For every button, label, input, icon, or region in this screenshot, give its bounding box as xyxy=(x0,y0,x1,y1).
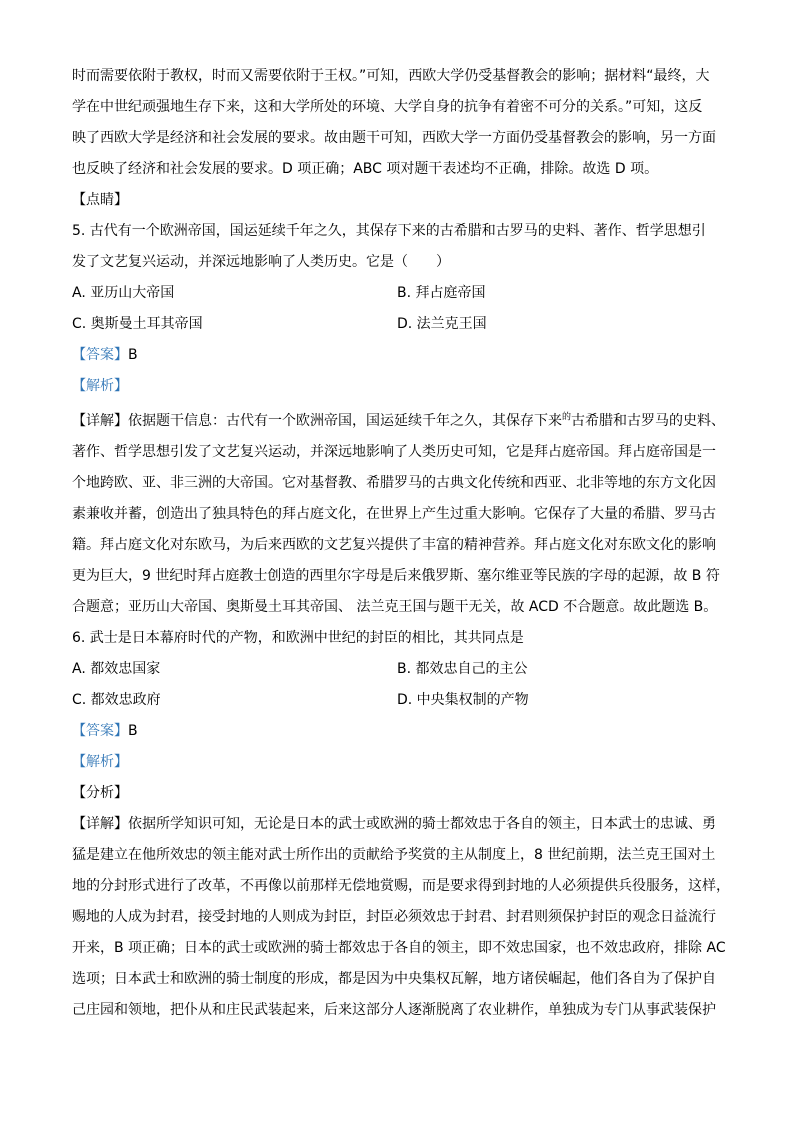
q5-detail-line: 更为巨大，9 世纪时拜占庭教士创造的西里尔字母是后来俄罗斯、塞尔维亚等民族的字母的起源，故 B 符 xyxy=(72,568,720,584)
dianjing-heading: 【点睛】 xyxy=(72,192,128,208)
q6-stem: 6. 武士是日本幕府时代的产物，和欧洲中世纪的封臣的相比，其共同点是 xyxy=(72,630,524,646)
paragraph-line: 学在中世纪顽强地生存下来，这和大学所处的环境、大学自身的抗争有着密不可分的关系。”可知，这反 xyxy=(72,99,703,115)
q6-answer xyxy=(72,716,732,747)
q6-detail-line: 开来，B 项正确；日本的武士或欧洲的骑士都效忠于各自的领主，即不效忠国家，也不效忠政府，排除 AC xyxy=(72,940,726,956)
q6-option-d: D. 中央集权制的产物 xyxy=(397,692,529,708)
q5-detail-line: 素兼收并蓄，创造出了独具特色的拜占庭文化，在世界上产生过重大影响。它保存了大量的希腊、罗马古 xyxy=(72,506,716,522)
q6-option-c: C. 都效忠政府 xyxy=(72,692,161,708)
detail-text: 依据题干信息：古代有一个欧洲帝国，国运延续千年之久，其保存下来 xyxy=(128,413,562,429)
q6-jiexi-label: 【解析】 xyxy=(72,754,128,770)
q5-jiexi-label: 【解析】 xyxy=(72,378,128,394)
detail-label: 【详解】 xyxy=(72,816,128,832)
q6-detail-line xyxy=(72,809,732,840)
q6-detail-line: 赐地的人成为封君，接受封地的人则成为封臣，封臣必须效忠于封君、封君则须保护封臣的观念日益流行 xyxy=(72,909,716,925)
detail-label: 【详解】 xyxy=(72,413,128,429)
q5-option-c: C. 奥斯曼土耳其帝国 xyxy=(72,316,203,332)
q6-fenxi-label: 【分析】 xyxy=(72,785,128,801)
q6-detail-line: 选项；日本武士和欧洲的骑士制度的形成，都是因为中央集权瓦解，地方诸侯崛起，他们各自为了保护自 xyxy=(72,971,716,987)
q5-stem: 发了文艺复兴运动，并深远地影响了人类历史。它是（ ） xyxy=(72,254,450,270)
q6-detail-line: 地的分封形式进行了改革，不再像以前那样无偿地赏赐，而是要求得到封地的人必须提供兵役服务，这样， xyxy=(72,878,730,894)
q5-option-b: B. 拜占庭帝国 xyxy=(397,285,486,301)
answer-value: B xyxy=(128,723,138,739)
q5-options-row xyxy=(72,278,732,309)
q6-options-row xyxy=(72,654,732,685)
q6-options-row xyxy=(72,685,732,716)
paragraph-line: 映了西欧大学是经济和社会发展的要求。故由题干可知，西欧大学一方面仍受基督教会的影响，另一方面 xyxy=(72,130,716,146)
detail-text: 古希腊和古罗马的史料、 xyxy=(571,413,726,429)
q5-options-row xyxy=(72,309,732,340)
q6-detail-line: 己庄园和领地，把仆从和庄民武装起来，后来这部分人逐渐脱离了农业耕作，单独成为专门从事武装保护 xyxy=(72,1002,716,1018)
answer-label: 【答案】 xyxy=(72,723,128,739)
q5-detail-line: 个地跨欧、亚、非三洲的大帝国。它对基督教、希腊罗马的古典文化传统和西亚、北非等地的东方文化因 xyxy=(72,475,716,491)
q5-detail-line: 著作、哲学思想引发了文艺复兴运动，并深远地影响了人类历史可知，它是拜占庭帝国。拜占庭帝国是一 xyxy=(72,444,716,460)
q6-option-b: B. 都效忠自己的主公 xyxy=(397,661,528,677)
q6-option-a: A. 都效忠国家 xyxy=(72,661,161,677)
q5-stem: 5. 古代有一个欧洲帝国，国运延续千年之久，其保存下来的古希腊和古罗马的史料、著作、哲学思想引 xyxy=(72,223,706,239)
paragraph-line: 也反映了经济和社会发展的要求。D 项正确；ABC 项对题干表述均不正确，排除。故选 D 项。 xyxy=(72,161,659,177)
q5-detail-line: 籍。拜占庭文化对东欧马，为后来西欧的文艺复兴提供了丰富的精神营养。拜占庭文化对东欧文化的影响 xyxy=(72,537,716,553)
q5-answer xyxy=(72,340,732,371)
answer-label: 【答案】 xyxy=(72,347,128,363)
q6-detail-line: 猛是建立在他所效忠的领主能对武士所作出的贡献给予奖赏的主从制度上，8 世纪前期，法兰克王国对土 xyxy=(72,847,716,863)
q5-detail-line xyxy=(72,406,732,437)
detail-superscript: 的 xyxy=(562,412,572,423)
paragraph-line: 时而需要依附于教权，时而又需要依附于王权。”可知，西欧大学仍受基督教会的影响；据材料“最终，大 xyxy=(72,68,710,84)
q5-option-d: D. 法兰克王国 xyxy=(397,316,487,332)
document-page xyxy=(72,61,732,1026)
q5-detail-line: 合题意；亚历山大帝国、奥斯曼土耳其帝国、 法兰克王国与题干无关，故 ACD 不合题意。故此题选 B。 xyxy=(72,599,718,615)
answer-value: B xyxy=(128,347,138,363)
detail-text: 依据所学知识可知，无论是日本的武士或欧洲的骑士都效忠于各自的领主，日本武士的忠诚、勇 xyxy=(128,816,716,832)
q5-option-a: A. 亚历山大帝国 xyxy=(72,285,175,301)
